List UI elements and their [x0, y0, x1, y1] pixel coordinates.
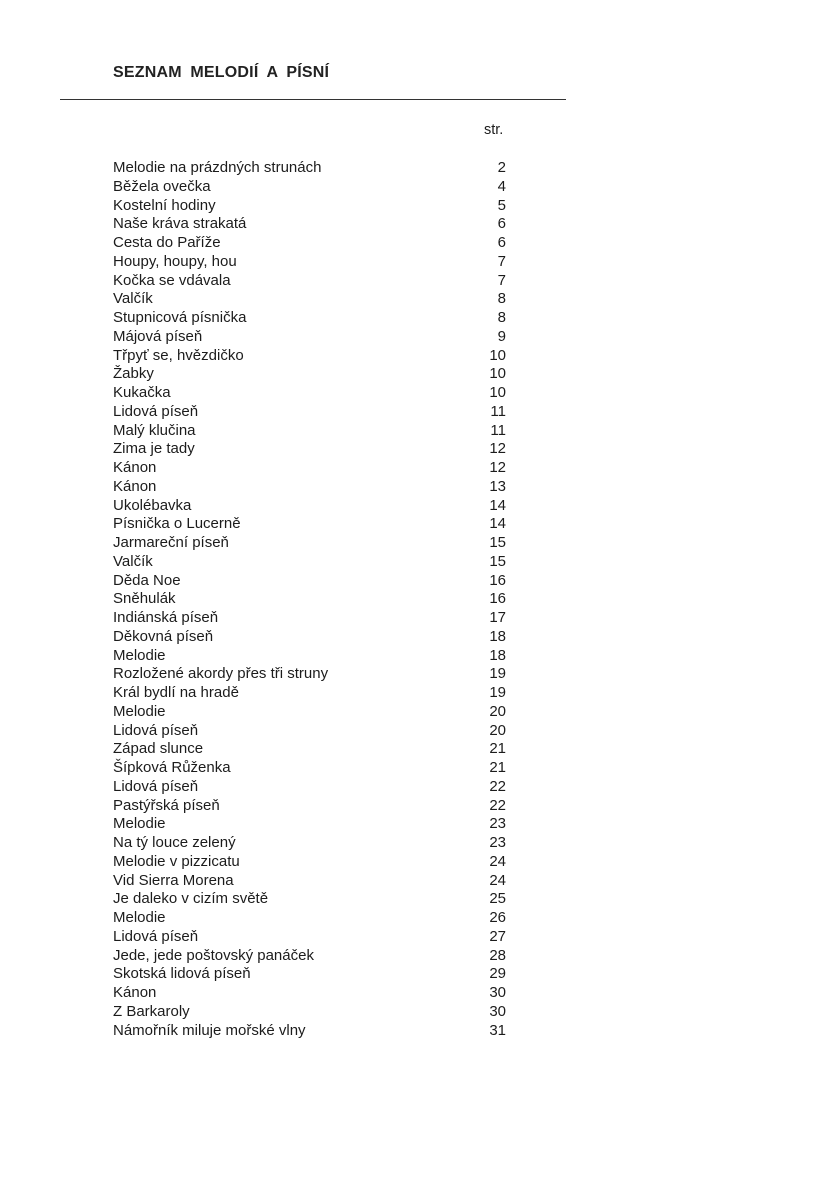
entry-title: Májová píseň [113, 327, 203, 345]
entry-title: Ukolébavka [113, 496, 192, 514]
toc-entry [113, 328, 506, 347]
entry-title: Lidová píseň [113, 927, 199, 945]
entry-title: Melodie v pizzicatu [113, 852, 240, 870]
entry-title: Šípková Růženka [113, 759, 231, 776]
entry-title: Rozložené akordy přes tři struny [113, 665, 329, 683]
entry-title: Kočka se vdávala [113, 271, 231, 289]
entry-title: Je daleko v cizím světě [113, 890, 269, 908]
entry-page-number: 13 [489, 477, 506, 495]
title-divider [60, 99, 566, 100]
entry-page-number: 28 [489, 946, 506, 964]
entry-title: Malý klučina [113, 421, 196, 439]
entry-page-number: 29 [489, 965, 506, 983]
entry-title: Pastýřská píseň [113, 796, 220, 814]
entry-page-number: 9 [497, 327, 506, 345]
entry-title: Melodie na prázdných strunách [113, 159, 322, 176]
entry-page-number: 27 [489, 927, 506, 945]
entry-page-number: 21 [489, 759, 506, 776]
toc-entry [113, 834, 506, 853]
toc-entry [113, 759, 506, 778]
toc-entry [113, 215, 506, 234]
toc-entry [113, 347, 506, 366]
entry-page-number: 23 [489, 834, 506, 851]
toc-entry [113, 553, 506, 572]
entry-page-number: 18 [489, 627, 506, 645]
entry-page-number: 7 [497, 252, 506, 270]
entry-title: Námořník miluje mořské vlny [113, 1021, 306, 1039]
entry-page-number: 22 [489, 777, 506, 795]
entry-title: Lidová píseň [113, 721, 199, 739]
entry-title: Jede, jede poštovský panáček [113, 946, 314, 964]
entry-page-number: 8 [497, 290, 506, 308]
toc-entry [113, 684, 506, 703]
entry-page-number: 10 [489, 384, 506, 401]
toc-entry [113, 572, 506, 591]
entry-page-number: 18 [489, 646, 506, 664]
entry-page-number: 19 [489, 684, 506, 701]
entry-title: Děda Noe [113, 571, 181, 589]
entry-page-number: 25 [489, 890, 506, 908]
entry-page-number: 31 [489, 1021, 506, 1039]
entry-page-number: 11 [490, 402, 506, 420]
entry-title: Kánon [113, 459, 157, 476]
entry-title: Král bydlí na hradě [113, 684, 239, 701]
entry-page-number: 17 [489, 609, 506, 626]
entry-title: Běžela ovečka [113, 177, 211, 195]
toc-entry [113, 234, 506, 253]
entry-page-number: 11 [490, 421, 506, 439]
entry-title: Houpy, houpy, hou [113, 252, 237, 270]
toc-entry [113, 384, 506, 403]
entry-title: Žabky [113, 365, 154, 383]
toc-entry [113, 628, 506, 647]
entry-title: Skotská lidová píseň [113, 965, 251, 983]
toc-entry [113, 534, 506, 553]
entry-title: Lidová píseň [113, 402, 199, 420]
page-column-header: str. [484, 122, 504, 138]
toc-entry [113, 872, 506, 891]
entry-title: Melodie [113, 909, 166, 926]
entry-page-number: 20 [489, 721, 506, 739]
entry-title: Melodie [113, 702, 166, 720]
entry-page-number: 22 [489, 796, 506, 814]
toc-entry [113, 609, 506, 628]
toc-entry [113, 403, 506, 422]
entry-page-number: 30 [489, 1002, 506, 1020]
entry-page-number: 14 [489, 496, 506, 514]
toc-entry [113, 440, 506, 459]
entry-page-number: 19 [489, 665, 506, 683]
toc-entry [113, 290, 506, 309]
entry-title: Kánon [113, 477, 157, 495]
toc-entry [113, 947, 506, 966]
entry-title: Melodie [113, 646, 166, 664]
entry-page-number: 4 [497, 177, 506, 195]
entry-page-number: 7 [497, 271, 506, 289]
toc-entry [113, 590, 506, 609]
toc-entry [113, 665, 506, 684]
entry-page-number: 26 [489, 909, 506, 926]
entry-title: Melodie [113, 815, 166, 833]
entry-page-number: 30 [489, 984, 506, 1001]
entry-page-number: 2 [497, 159, 506, 176]
entry-title: Indiánská píseň [113, 609, 219, 626]
entry-title: Kánon [113, 984, 157, 1001]
toc-entry [113, 422, 506, 441]
entry-title: Lidová píseň [113, 777, 199, 795]
toc-entry [113, 965, 506, 984]
entry-page-number: 24 [489, 871, 506, 889]
toc-entry [113, 197, 506, 216]
toc-entry [113, 703, 506, 722]
entry-page-number: 8 [497, 309, 506, 326]
entry-title: Kukačka [113, 384, 171, 401]
toc-entry [113, 515, 506, 534]
toc-entry [113, 478, 506, 497]
entry-title: Valčík [113, 552, 153, 570]
entry-title: Naše kráva strakatá [113, 215, 247, 233]
toc-entry [113, 909, 506, 928]
entry-title: Zima je tady [113, 440, 195, 458]
toc-entry [113, 722, 506, 741]
toc-entry [113, 890, 506, 909]
toc-entry [113, 459, 506, 478]
entry-title: Třpyť se, hvězdičko [113, 346, 244, 364]
entry-page-number: 24 [489, 852, 506, 870]
entry-page-number: 23 [489, 815, 506, 833]
toc-entry [113, 740, 506, 759]
entry-title: Vid Sierra Morena [113, 871, 234, 889]
toc-entry [113, 272, 506, 291]
entry-title: Děkovná píseň [113, 627, 214, 645]
entry-page-number: 20 [489, 702, 506, 720]
entry-title: Západ slunce [113, 740, 204, 758]
entry-title: Cesta do Paříže [113, 234, 221, 251]
page-title: SEZNAM MELODIÍ A PÍSNÍ [113, 64, 330, 81]
entry-page-number: 10 [489, 346, 506, 364]
entry-page-number: 12 [489, 440, 506, 458]
toc-entry [113, 1003, 506, 1022]
entry-page-number: 16 [489, 571, 506, 589]
entry-page-number: 15 [489, 534, 506, 551]
entry-title: Jarmareční píseň [113, 534, 229, 551]
entry-title: Sněhulák [113, 590, 176, 608]
entry-page-number: 5 [497, 196, 506, 214]
entry-page-number: 16 [489, 590, 506, 608]
toc-entry [113, 815, 506, 834]
toc-entry [113, 365, 506, 384]
table-of-contents [113, 159, 506, 1040]
entry-title: Z Barkaroly [113, 1002, 190, 1020]
entry-page-number: 21 [489, 740, 506, 758]
toc-entry [113, 497, 506, 516]
entry-title: Valčík [113, 290, 153, 308]
entry-page-number: 6 [497, 234, 506, 251]
toc-entry [113, 647, 506, 666]
toc-entry [113, 159, 506, 178]
entry-page-number: 14 [489, 515, 506, 533]
toc-entry [113, 778, 506, 797]
toc-entry [113, 797, 506, 816]
toc-entry [113, 984, 506, 1003]
toc-entry [113, 853, 506, 872]
entry-title: Písnička o Lucerně [113, 515, 241, 533]
entry-page-number: 10 [489, 365, 506, 383]
entry-title: Stupnicová písnička [113, 309, 247, 326]
toc-entry [113, 1022, 506, 1041]
toc-entry [113, 253, 506, 272]
toc-entry [113, 928, 506, 947]
entry-title: Kostelní hodiny [113, 196, 216, 214]
entry-page-number: 15 [489, 552, 506, 570]
toc-entry [113, 309, 506, 328]
toc-entry [113, 178, 506, 197]
entry-page-number: 6 [497, 215, 506, 233]
entry-title: Na tý louce zelený [113, 834, 236, 851]
entry-page-number: 12 [489, 459, 506, 476]
